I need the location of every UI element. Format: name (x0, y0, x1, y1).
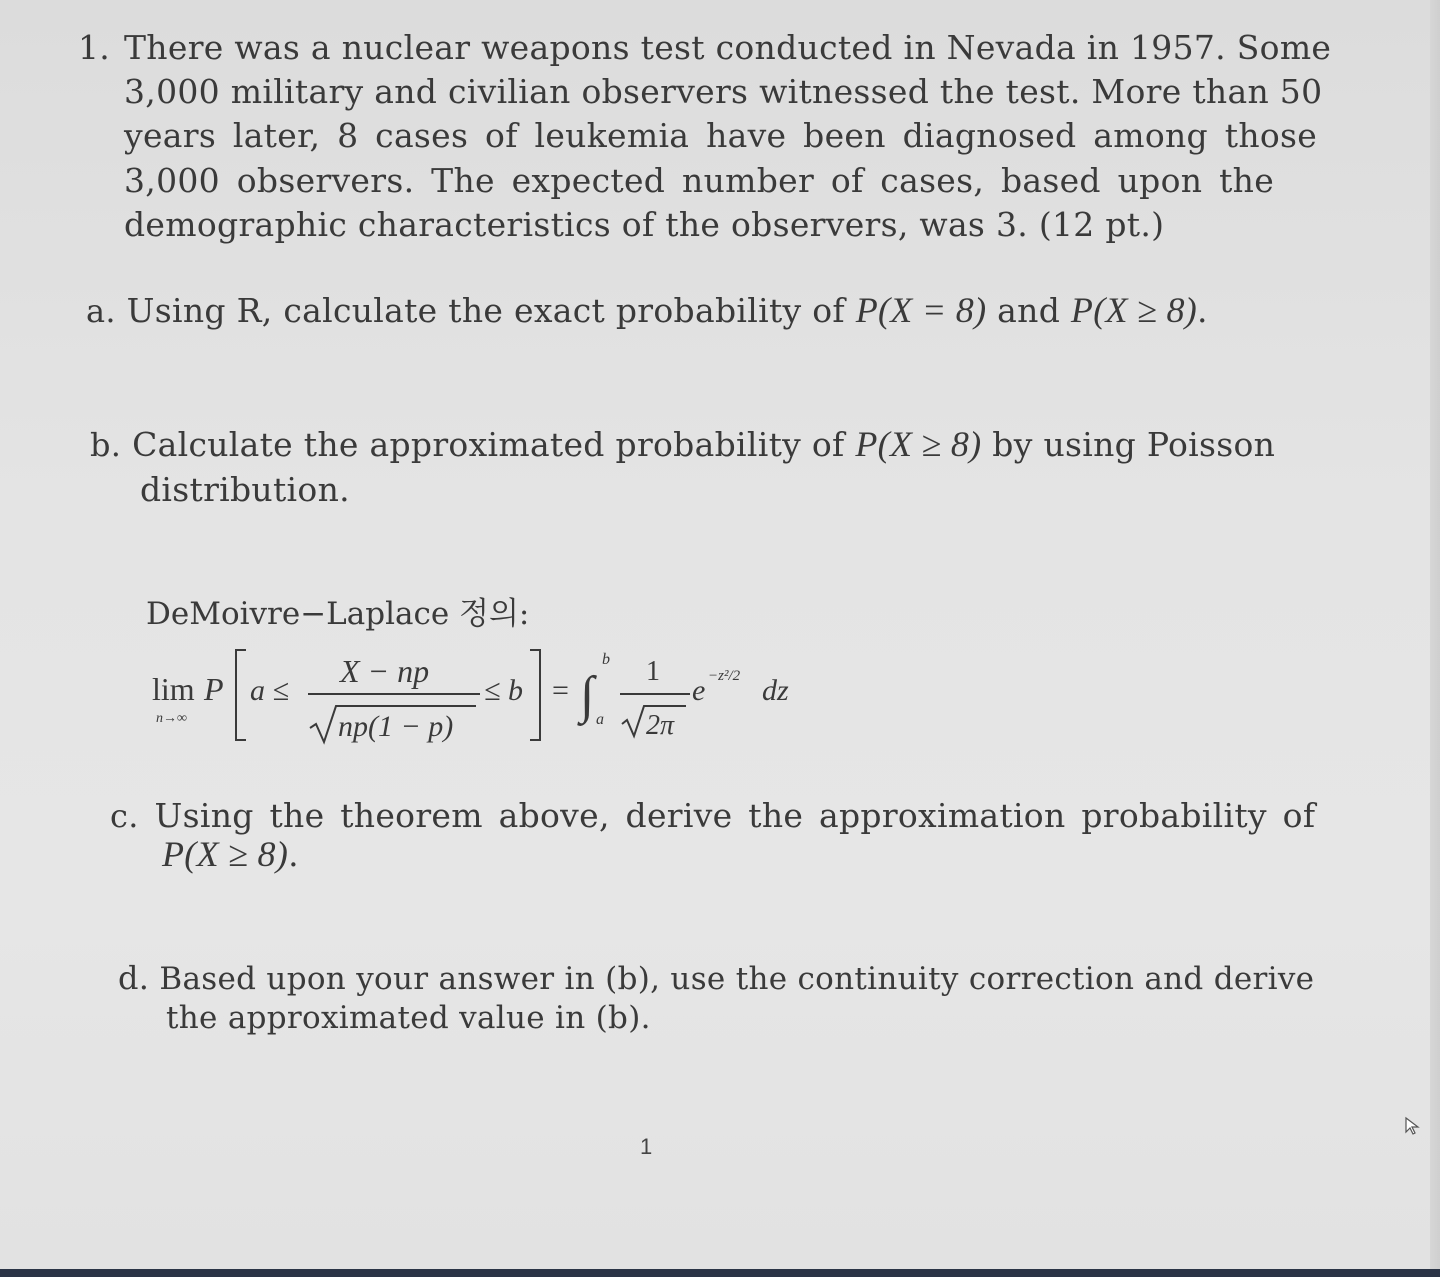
formula-frac-num: 1 (646, 656, 660, 687)
part-c-expr: P(X ≥ 8) (162, 834, 289, 874)
formula-e: e (692, 674, 706, 707)
part-c-label: c. (110, 797, 139, 835)
part-b-label: b. (90, 426, 122, 464)
part-c-line-2 (162, 832, 299, 877)
formula-frac-den: 2π (646, 710, 675, 741)
formula-p: P (204, 671, 224, 707)
part-a-expr-1: P(X = 8) (855, 290, 987, 330)
formula-right-bracket (530, 650, 540, 740)
formula-exponent: −z²/2 (708, 668, 741, 684)
mouse-cursor-icon (1404, 1116, 1422, 1136)
part-b-line-2: distribution. (140, 470, 350, 509)
screen-bottom-bar (0, 1269, 1440, 1277)
part-a (86, 288, 1208, 333)
question-line-1: There was a nuclear weapons test conducted in Nevada in 1957. Some (124, 28, 1332, 67)
part-c-end: . (288, 835, 299, 874)
part-d-line-2: the approximated value in (b). (166, 1000, 651, 1036)
page-number: 1 (640, 1134, 653, 1159)
part-b-expr: P(X ≥ 8) (855, 424, 982, 464)
part-a-end: . (1197, 291, 1208, 330)
question-line-4: 3,000 observers. The expected number of cases, based upon the (124, 161, 1275, 200)
formula-lim-sub: n→∞ (156, 711, 187, 726)
formula-dz: dz (762, 674, 789, 707)
part-d-label: d. (118, 959, 150, 997)
question-line-2: 3,000 military and civilian observers witnessed the test. More than 50 (124, 72, 1323, 111)
part-a-label: a. (86, 292, 116, 330)
formula-equals: = (552, 674, 569, 707)
formula-le-b: ≤ b (484, 674, 523, 707)
formula-integral-sign: ∫ (580, 667, 595, 724)
part-b-text: Calculate the approximated probability of (132, 425, 845, 464)
formula-denominator: np(1 − p) (338, 710, 454, 743)
part-c-text: Using the theorem above, derive the approximation probability of (154, 796, 1316, 835)
screen-right-edge (1430, 0, 1440, 1277)
part-a-expr-2: P(X ≥ 8) (1070, 290, 1198, 330)
question-line-5: demographic characteristics of the observers, was 3. (12 pt.) (124, 205, 1165, 244)
part-b (90, 422, 1275, 467)
theorem-title: DeMoivre−Laplace 정의: (146, 596, 530, 632)
formula-numerator: X − np (340, 653, 430, 689)
formula-a-le: a ≤ (250, 674, 289, 707)
part-d-line-1: Based upon your answer in (b), use the continuity correction and derive (159, 961, 1315, 997)
part-d (118, 956, 1314, 1001)
formula-int-upper: b (602, 651, 610, 668)
question-line-3: years later, 8 cases of leukemia have been diagnosed among those (124, 116, 1318, 155)
formula-lim: lim (152, 671, 195, 707)
part-a-text: Using R, calculate the exact probability of (126, 291, 845, 330)
part-a-joiner: and (997, 291, 1061, 330)
part-b-text-2: by using Poisson (992, 425, 1276, 464)
formula-left-bracket (236, 650, 246, 740)
demoivre-laplace-formula (150, 640, 830, 750)
formula-int-lower: a (596, 711, 604, 728)
question-number: 1. (78, 28, 111, 67)
